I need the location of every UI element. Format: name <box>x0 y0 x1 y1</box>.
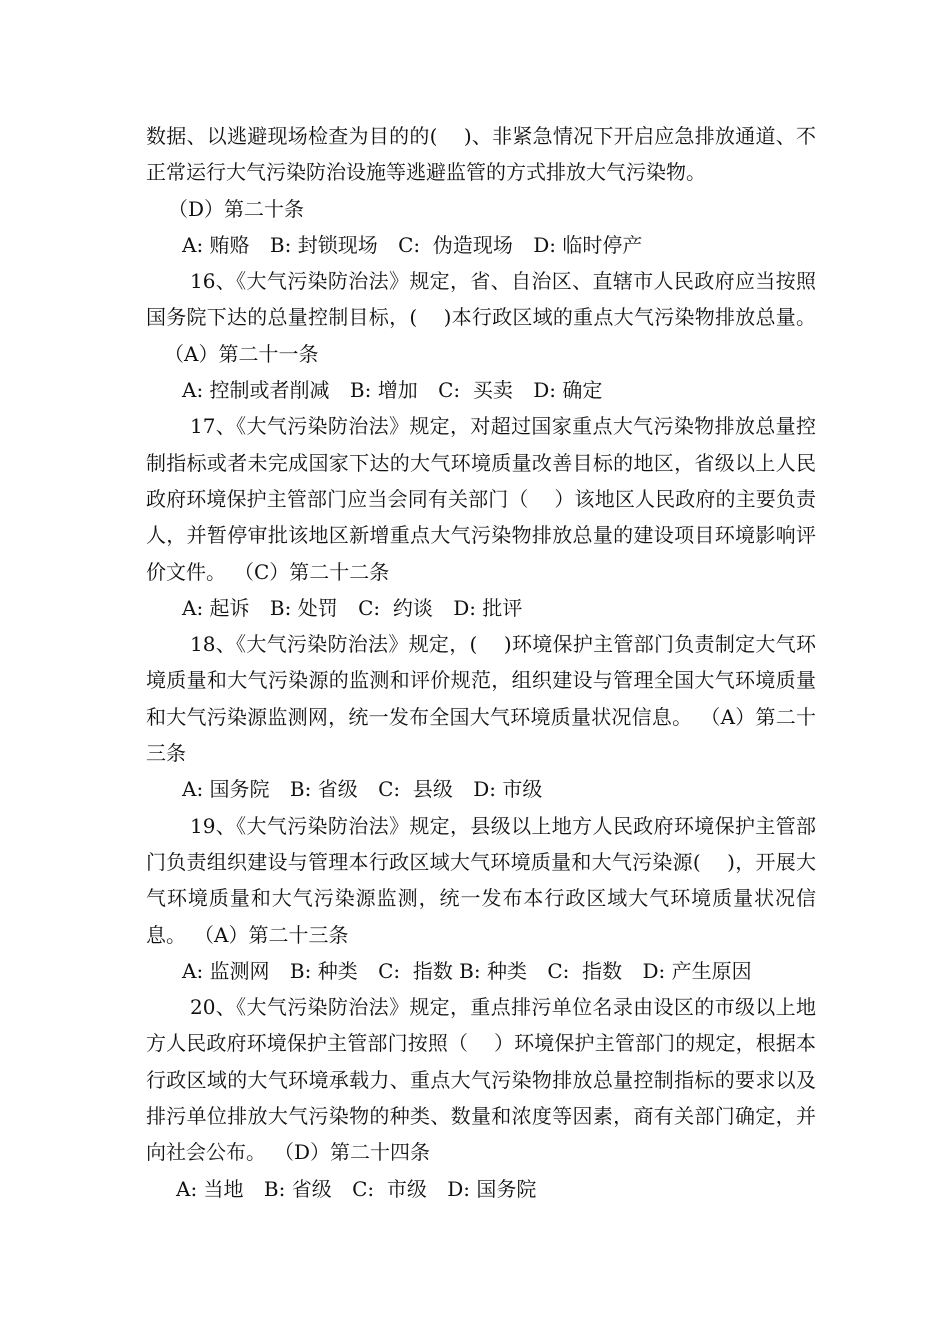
question-17-options <box>146 590 816 626</box>
option-c: C: 伪造现场 <box>398 232 513 257</box>
question-20-options <box>146 1171 816 1207</box>
option-c: C: 指数 B: 种类 <box>378 958 527 983</box>
question-17-text <box>146 408 816 589</box>
option-c-repeat: C: 指数 <box>547 958 623 983</box>
option-a: A: 控制或者削减 <box>182 378 330 403</box>
option-d: D: 批评 <box>453 595 523 620</box>
option-c: C: 县级 <box>378 777 453 802</box>
option-b: B: 增加 <box>349 378 418 403</box>
option-a: A: 国务院 <box>182 777 270 802</box>
answer-reference: （C）第二十二条 <box>244 559 390 584</box>
option-c: C: 约谈 <box>358 595 433 620</box>
option-c: C: 买卖 <box>438 378 513 403</box>
option-d: D: 国务院 <box>447 1176 537 1201</box>
answer-reference: （A）第二十三条 <box>204 922 349 947</box>
option-d: D: 临时停产 <box>533 232 643 257</box>
answer-reference: （D）第二十条 <box>168 196 305 221</box>
option-b: B: 处罚 <box>269 595 338 620</box>
option-a: A: 监测网 <box>182 958 270 983</box>
question-text: 19、《大气污染防治法》规定，县级以上地方人民政府环境保护主管部门负责组织建设与管理本行政区域大气环境质量和大气污染源( )，开展大气环境质量和大气污染源监测，统一发布本行政区域大气环境质量状况信息。 <box>146 813 816 947</box>
question-18-options <box>146 771 816 807</box>
answer-reference: （D）第二十四条 <box>284 1140 431 1165</box>
option-d: D: 产生原因 <box>642 958 752 983</box>
option-b: B: 种类 <box>289 958 358 983</box>
question-text: 16、《大气污染防治法》规定，省、自治区、直辖市人民政府应当按照国务院下达的总量控制目标，( )本行政区域的重点大气污染物排放总量。 <box>146 269 816 330</box>
option-b: B: 省级 <box>263 1176 332 1201</box>
question-text: 17、《大气污染防治法》规定，对超过国家重点大气污染物排放总量控制指标或者未完成国家下达的大气环境质量改善目标的地区，省级以上人民政府环境保护主管部门应当会同有关部门（ ）该地区人民政府的主要负责人，并暂停审批该地区新增重点大气污染物排放总量的建设项目环境影响评价文件。 <box>146 414 816 584</box>
question-19-text <box>146 808 816 953</box>
answer-reference: （A）第二十三条 <box>146 704 816 766</box>
question-text: 18、《大气污染防治法》规定，( )环境保护主管部门负责制定大气环境质量和大气污染源的监测和评价规范，组织建设与管理全国大气环境质量和大气污染源监测网，统一发布全国大气环境质量状况信息。 <box>146 632 816 729</box>
option-d: D: 市级 <box>473 777 543 802</box>
question-16-options <box>146 372 816 408</box>
option-b: B: 封锁现场 <box>269 232 378 257</box>
option-a: A: 起诉 <box>182 595 250 620</box>
option-a: A: 贿赂 <box>182 232 250 257</box>
question-text: 数据、以逃避现场检查为目的的( )、非紧急情况下开启应急排放通道、不正常运行大气污染防治设施等逃避监管的方式排放大气污染物。 <box>146 124 816 185</box>
question-15-text <box>146 118 816 227</box>
question-18-text <box>146 626 816 771</box>
option-d: D: 确定 <box>533 378 603 403</box>
option-c: C: 市级 <box>352 1176 427 1201</box>
answer-reference: （A）第二十一条 <box>164 341 319 366</box>
question-16-text <box>146 263 816 372</box>
option-a: A: 当地 <box>176 1176 244 1201</box>
document-body <box>146 118 816 1207</box>
question-20-text <box>146 989 816 1170</box>
question-text: 20、《大气污染防治法》规定，重点排污单位名录由设区的市级以上地方人民政府环境保护主管部门按照（ ）环境保护主管部门的规定，根据本行政区域的大气环境承载力、重点大气污染物排放总量控制指标的要求以及排污单位排放大气污染物的种类、数量和浓度等因素，商有关部门确定，并向社会公布。 <box>146 995 816 1165</box>
option-b: B: 省级 <box>289 777 358 802</box>
question-15-options <box>146 227 816 263</box>
question-19-options <box>146 953 816 989</box>
